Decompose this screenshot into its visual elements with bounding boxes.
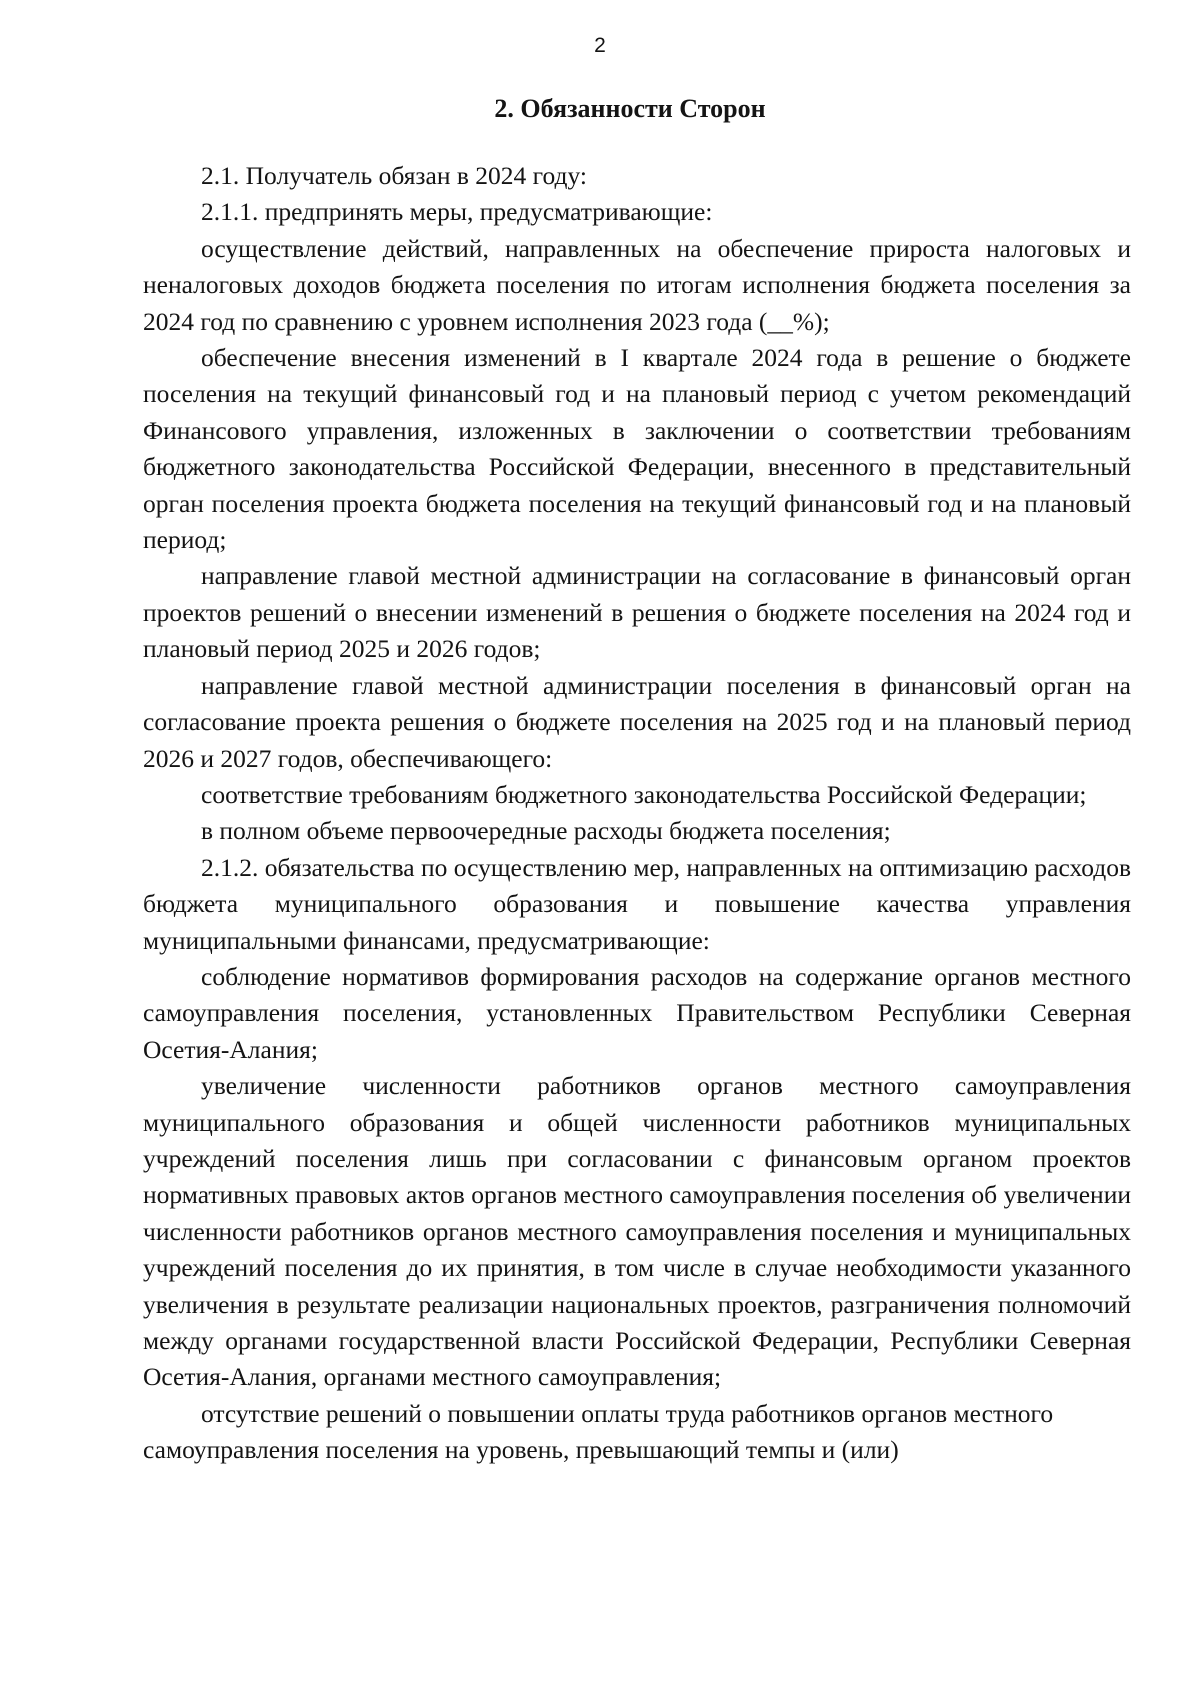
page-number: 2 xyxy=(594,34,606,57)
paragraph-staff-increase: увеличение численности работников органов местного самоуправления муниципального образования и общей численности работников муниципальных учреждений поселения лишь при согласовании с финансовым органом проектов нормативных правовых актов органов местного самоуправления поселения об увеличении численности работников органов местного самоуправления поселения и муниципальных учреждений поселения до их принятия, в том числе в случае необходимости указанного увеличения в результате реализации национальных проектов, разграничения полномочий между органами государственной власти Российской Федерации, Республики Северная Осетия-Алания, органами местного самоуправления; xyxy=(143,1071,1131,1392)
paragraph-2-1-1: 2.1.1. предпринять меры, предусматривающие: xyxy=(201,197,713,227)
paragraph-salary-decisions: отсутствие решений о повышении оплаты труда работников органов местного самоуправления поселения на уровень, превышающий темпы и (или) xyxy=(143,1398,1054,1465)
paragraph-budget-amendments: обеспечение внесения изменений в I квартале 2024 года в решение о бюджете поселения на текущий финансовый год и на плановый период с учетом рекомендаций Финансового управления, изложенных в заключении о соответствии требованиям бюджетного законодательства Российской Федерации, внесенного в представительный орган поселения проекта бюджета поселения на текущий финансовый год и на плановый период; xyxy=(143,343,1131,555)
paragraph-priority-expenses: в полном объеме первоочередные расходы бюджета поселения; xyxy=(201,816,891,846)
paragraph-expense-norms: соблюдение нормативов формирования расходов на содержание органов местного самоуправления поселения, установленных Правительством Республики Северная Осетия-Алания; xyxy=(143,961,1131,1064)
paragraph-2-1: 2.1. Получатель обязан в 2024 году: xyxy=(201,161,587,190)
paragraph-budget-draft-approval: направление главой местной администрации поселения в финансовый орган на согласование проекта решения о бюджете поселения на 2025 год и на плановый период 2026 и 2027 годов, обеспечивающего: xyxy=(143,670,1131,773)
document-body xyxy=(143,158,1131,1469)
paragraph-revenue-growth: осуществление действий, направленных на обеспечение прироста налоговых и неналоговых доходов бюджета поселения по итогам исполнения бюджета поселения за 2024 год по сравнению с уровнем исполнения 2023 года (__%); xyxy=(143,233,1131,336)
section-title: 2. Обязанности Сторон xyxy=(494,94,766,123)
paragraph-legislation-compliance: соответствие требованиям бюджетного законодательства Российской Федерации; xyxy=(201,779,1087,809)
paragraph-amendment-approval: направление главой местной администрации на согласование в финансовый орган проектов решений о внесении изменений в решения о бюджете поселения на 2024 год и плановый период 2025 и 2026 годов; xyxy=(143,561,1131,664)
paragraph-2-1-2: 2.1.2. обязательства по осуществлению мер, направленных на оптимизацию расходов бюджета муниципального образования и повышение качества управления муниципальными финансами, предусматривающие: xyxy=(143,852,1132,955)
